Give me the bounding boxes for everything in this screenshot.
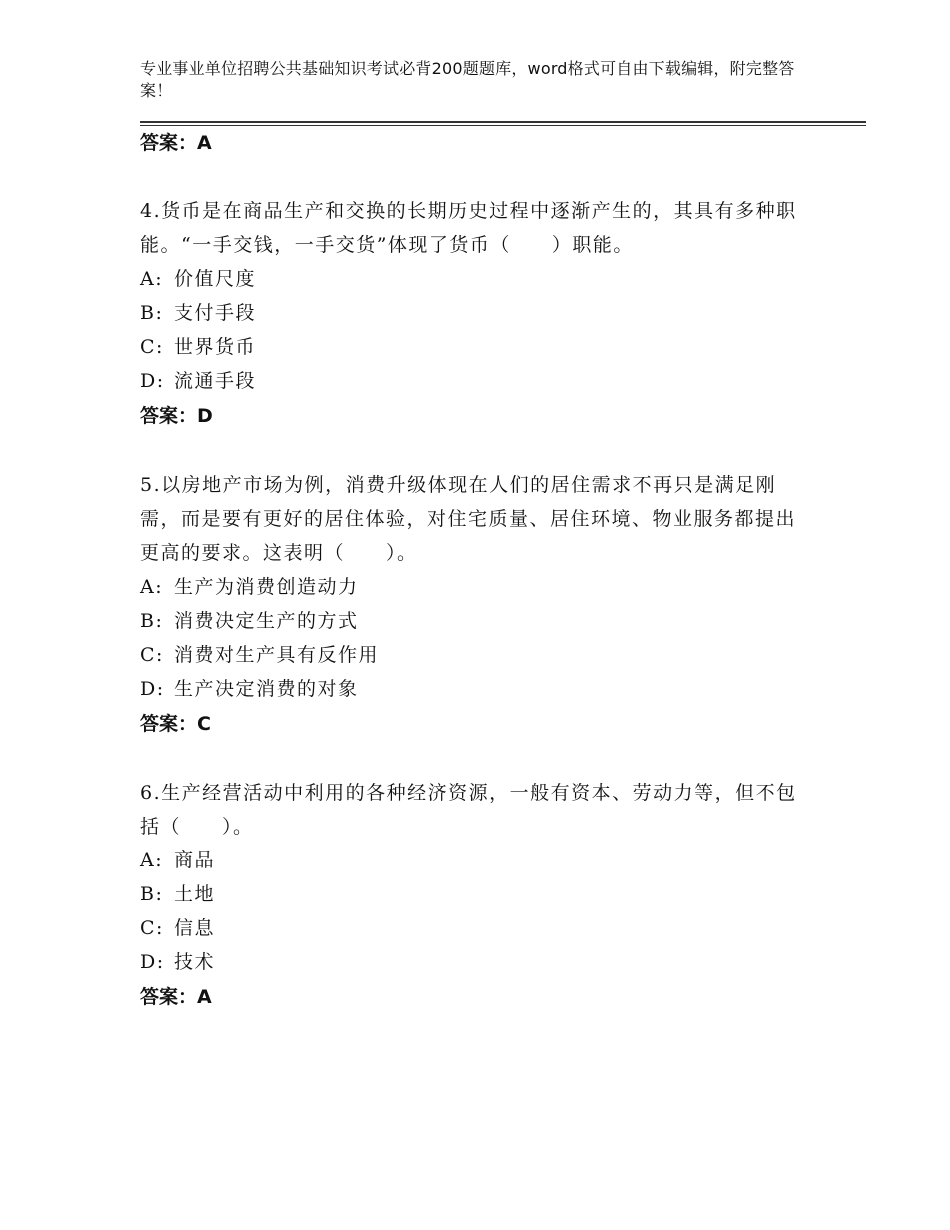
option-label: C: bbox=[140, 644, 164, 666]
question-6-option-d bbox=[140, 950, 215, 974]
question-6-option-b bbox=[140, 882, 215, 906]
option-text: 生产决定消费的对象 bbox=[174, 678, 359, 700]
question-5-answer: 答案：C bbox=[140, 713, 211, 735]
option-label: C: bbox=[140, 917, 164, 939]
question-6-option-a bbox=[140, 848, 215, 872]
option-label: B: bbox=[140, 610, 164, 632]
question-4-text: 4.货币是在商品生产和交换的长期历史过程中逐渐产生的，其具有多种职能。“一手交钱，一手交货”体现了货币（ ）职能。 bbox=[140, 200, 797, 256]
option-label: D: bbox=[140, 370, 165, 392]
header-divider-thick bbox=[140, 121, 866, 123]
question-4-option-a bbox=[140, 267, 256, 291]
question-6-option-c bbox=[140, 916, 215, 940]
question-4-option-d bbox=[140, 369, 256, 393]
option-text: 生产为消费创造动力 bbox=[174, 576, 359, 598]
question-5-text: 5.以房地产市场为例，消费升级体现在人们的居住需求不再只是满足刚需，而是要有更好的居住体验，对住宅质量、居住环境、物业服务都提出更高的要求。这表明（ ）。 bbox=[140, 474, 797, 564]
question-4-option-b bbox=[140, 301, 256, 325]
option-text: 支付手段 bbox=[174, 302, 257, 324]
option-text: 消费对生产具有反作用 bbox=[174, 644, 380, 666]
option-label: C: bbox=[140, 336, 164, 358]
question-4-option-c bbox=[140, 335, 256, 359]
page-header: 专业事业单位招聘公共基础知识考试必背200题题库，word格式可自由下载编辑，附完整答案！ bbox=[140, 59, 795, 100]
option-text: 世界货币 bbox=[174, 336, 257, 358]
header-divider-thin bbox=[140, 125, 866, 126]
option-text: 商品 bbox=[174, 849, 216, 871]
question-5-option-b bbox=[140, 609, 359, 633]
question-6-answer: 答案：A bbox=[140, 986, 212, 1008]
option-label: D: bbox=[140, 951, 165, 973]
option-label: A: bbox=[140, 268, 164, 290]
question-4-answer: 答案：D bbox=[140, 405, 213, 427]
question-5-option-d bbox=[140, 677, 359, 701]
option-text: 信息 bbox=[174, 917, 216, 939]
question-6-text: 6.生产经营活动中利用的各种经济资源，一般有资本、劳动力等，但不包括（ ）。 bbox=[140, 782, 797, 838]
answer-previous: 答案：A bbox=[140, 132, 212, 154]
option-label: B: bbox=[140, 883, 164, 905]
option-text: 消费决定生产的方式 bbox=[174, 610, 359, 632]
question-5-option-c bbox=[140, 643, 379, 667]
question-5-option-a bbox=[140, 575, 359, 599]
option-text: 价值尺度 bbox=[174, 268, 257, 290]
option-label: A: bbox=[140, 576, 164, 598]
option-label: A: bbox=[140, 849, 164, 871]
option-text: 土地 bbox=[174, 883, 216, 905]
option-label: B: bbox=[140, 302, 164, 324]
option-text: 流通手段 bbox=[174, 370, 257, 392]
option-text: 技术 bbox=[174, 951, 216, 973]
option-label: D: bbox=[140, 678, 165, 700]
